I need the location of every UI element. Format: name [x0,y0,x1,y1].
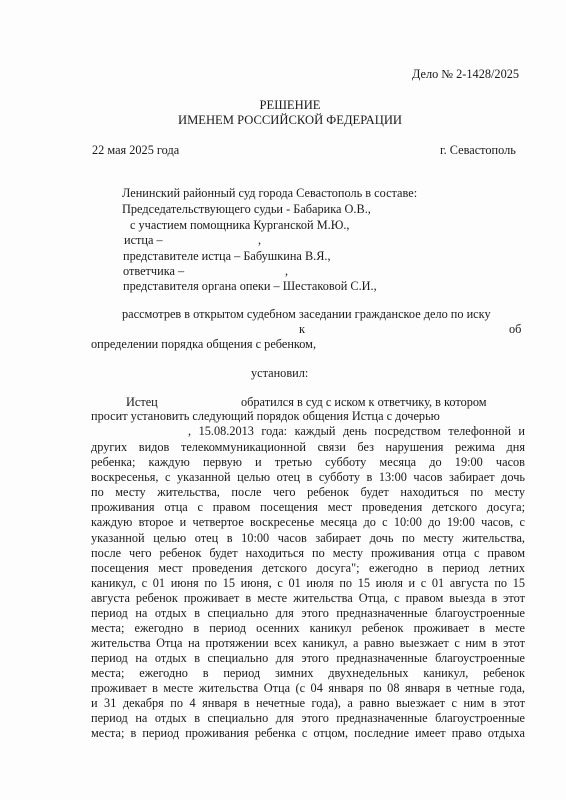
claim-line: по месту жительства, после чего ребенок будет находиться по месту [91,485,525,499]
claim-line: ребенка; каждую первую и третью субботу месяца до 19:00 часов [91,455,525,469]
claim-line: период на отдых в специально для этого предназначенные благоустроенные [91,651,525,665]
claim-line: после чего ребенок будет находиться по месту проживания отца с правом [91,546,525,560]
claim-line-start: Истец [126,395,158,409]
court-line: Ленинский районный суд города Севастополь в составе: [122,186,418,200]
court-line: ответчика – [123,264,185,278]
claim-line-start: обратился в суд с иском к ответчику, в котором [241,395,487,409]
court-line: Председательствующего судьи - Бабарика О.В., [122,202,371,216]
claim-line: период на отдых в специально для этого предназначенные благоустроенные [91,606,525,620]
claim-line: каждую второе и четвертое воскресенье месяца до с 10:00 до 19:00 часов, с [91,515,525,529]
court-line: представителя органа опеки – Шестаковой С.И., [123,279,377,293]
decision-title: РЕШЕНИЕ [259,98,321,112]
claim-line: просит установить следующий порядок общения Истца с дочерью [91,409,440,423]
court-line: истца – [124,233,163,247]
claim-line: места; ежегодно в период зимних двухнедельных каникул, ребенок [91,666,525,680]
claim-line: каникул, с 01 июня по 15 июня, с 01 июля по 15 июля и с 01 августа по 15 [91,576,525,590]
decision-date: 22 мая 2025 года [92,143,180,157]
decision-subtitle: ИМЕНЕМ РОССИЙСКОЙ ФЕДЕРАЦИИ [177,113,403,127]
claim-line: посещения мест проведения детского досуга"; ежегодно в период летних [91,561,525,575]
court-line: представителе истца – Бабушкина В.Я., [123,249,331,263]
consideration-ob: об [509,322,522,336]
claim-line: места; в период проживания ребенка с отцом, последние имеет право отдыха [91,726,525,740]
claim-line: и 31 декабря по 4 января в нечетные года), а равно выезжает с ним в этот [91,696,525,710]
claim-line: жительства Отца на протяжении всех каникул, а равно выезжает с ним в этот [91,636,525,650]
decision-city: г. Севастополь [440,143,516,157]
claim-line: указанной целью отец в 10:00 часов забирает дочь по месту жительства, [91,531,525,545]
claim-line: других видов телекоммуникационной связи без нарушения режима дня [91,440,525,454]
court-line: с участием помощника Курганской М.Ю., [130,218,350,232]
claim-line: воскресенья, с указанной целью отец в субботу в 13:00 часов забирает дочь [91,470,525,484]
case-number: Дело № 2-1428/2025 [412,67,520,81]
claim-line: период на отдых в специально для этого предназначенные благоустроенные [91,711,525,725]
claim-line: проживает в месте жительства Отца (с 04 января по 08 января в четные года, [91,681,525,695]
claim-line: , 15.08.2013 года: каждый день посредством телефонной и [188,424,525,438]
court-line-comma: , [258,233,262,247]
claim-line: проживания отца с правом посещения мест проведения детского досуга; [91,500,525,514]
consideration-k: к [299,322,305,336]
consideration-line: определении порядка общения с ребенком, [91,337,317,351]
court-line-comma: , [285,264,289,278]
claim-line: августа ребенок проживает в месте жительства Отца, с правом выезда в этот [91,591,525,605]
consideration-line: рассмотрев в открытом судебном заседании гражданское дело по иску [122,307,491,321]
established-heading: установил: [251,366,309,380]
claim-line: места; ежегодно в период осенних каникул ребенок проживает в месте [91,621,525,635]
